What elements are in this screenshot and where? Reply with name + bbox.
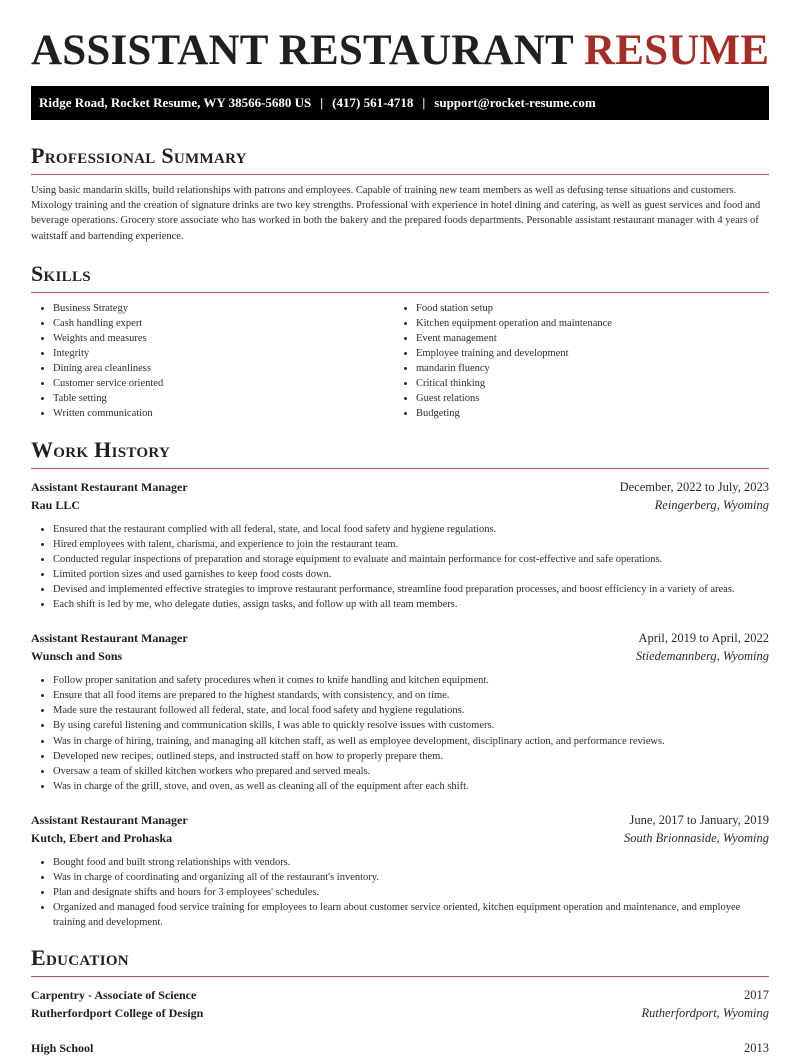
duty-item: • Made sure the restaurant followed all federal, state, and local food safety and hygiene regulations. [53, 703, 769, 718]
section-divider [31, 292, 769, 293]
skill-item: • Integrity [53, 346, 394, 361]
title-accent: RESUME [584, 27, 770, 74]
duty-item: • Conducted regular inspections of preparation and storage equipment to evaluate and maintain performance for cost-effective and safe operations. [53, 552, 769, 567]
duty-item: • Hired employees with talent, charisma, and experience to join the restaurant team. [53, 537, 769, 552]
section-divider [31, 976, 769, 977]
job-title: Assistant Restaurant Manager [31, 812, 188, 827]
job-employer: Wunsch and Sons [31, 649, 123, 664]
job-title: Assistant Restaurant Manager [31, 631, 188, 646]
skills-columns [31, 301, 769, 422]
education-degree: High School [31, 1041, 94, 1056]
job-header-row [31, 478, 769, 496]
duty-item: • Plan and designate shifts and hours for 3 employees' schedules. [53, 885, 769, 900]
skills-heading: Skills [31, 260, 91, 286]
summary-heading: Professional Summary [31, 143, 247, 168]
summary-section [31, 142, 769, 244]
job-location: Stiedemannberg, Wyoming [635, 649, 769, 664]
duty-item: • Was in charge of coordinating and organizing all of the restaurant's inventory. [53, 870, 769, 885]
job-location: Reingerberg, Wyoming [654, 497, 769, 512]
job-header-row [31, 811, 769, 829]
skill-item: • Employee training and development [416, 346, 757, 361]
skill-item: • Guest relations [416, 391, 757, 406]
job-entry [31, 811, 769, 930]
job-employer: Kutch, Ebert and Prohaska [31, 830, 173, 845]
job-header-row [31, 629, 769, 647]
job-duties [31, 855, 769, 930]
duty-item: • Was in charge of the grill, stove, and oven, as well as cleaning all of the equipment after each shift. [53, 779, 769, 794]
resume-title [31, 0, 769, 76]
education-heading: Education [31, 945, 129, 971]
skill-item: • Weights and measures [53, 331, 394, 346]
job-employer-row [31, 829, 769, 847]
skill-item: • Dining area cleanliness [53, 361, 394, 376]
duty-item: • Organized and managed food service training for employees to learn about customer service oriented, kitchen equipment operation and maintenance, and employee training and development. [53, 900, 769, 930]
skill-item: • Written communication [53, 406, 394, 421]
duty-item: • Follow proper sanitation and safety procedures when it comes to knife handling and kitchen equipment. [53, 673, 769, 688]
work-history-heading: Work History [31, 436, 171, 462]
job-employer-row [31, 647, 769, 665]
skill-item: • mandarin fluency [416, 361, 757, 376]
duty-item: • Bought food and built strong relationships with vendors. [53, 855, 769, 870]
contact-separator: | [422, 95, 426, 110]
job-employer: Rau LLC [31, 497, 81, 512]
skills-list-right [394, 301, 757, 422]
education-location: Rutherfordport, Wyoming [641, 1006, 769, 1021]
contact-address: Ridge Road, Rocket Resume, WY 38566-5680 US [39, 95, 312, 110]
skill-item: • Kitchen equipment operation and maintenance [416, 316, 757, 331]
contact-email[interactable]: support@rocket-resume.com [434, 95, 596, 110]
job-title: Assistant Restaurant Manager [31, 479, 188, 494]
job-dates: December, 2022 to July, 2023 [619, 479, 769, 494]
education-school: Rutherfordport College of Design [31, 1006, 204, 1021]
skill-item: • Critical thinking [416, 376, 757, 391]
education-year: 2017 [744, 988, 769, 1003]
skill-item: • Business Strategy [53, 301, 394, 316]
skills-section [31, 260, 769, 422]
job-dates: June, 2017 to January, 2019 [629, 812, 769, 827]
education-year: 2013 [744, 1041, 769, 1056]
education-entry [31, 986, 769, 1022]
duty-item: • By using careful listening and communication skills, I was able to quickly resolve issues with customers. [53, 718, 769, 733]
job-employer-row [31, 496, 769, 514]
skill-item: • Cash handling expert [53, 316, 394, 331]
skill-item: • Event management [416, 331, 757, 346]
skills-list-left [31, 301, 394, 422]
education-school-row [31, 1004, 769, 1022]
contact-separator: | [320, 95, 324, 110]
job-duties [31, 522, 769, 613]
skill-item: • Table setting [53, 391, 394, 406]
section-divider [31, 468, 769, 469]
job-duties [31, 673, 769, 794]
duty-item: • Limited portion sizes and used garnishes to keep food costs down. [53, 567, 769, 582]
skill-item: • Food station setup [416, 301, 757, 316]
duty-item: • Ensure that all food items are prepared to the highest standards, with consistency, and on time. [53, 688, 769, 703]
job-location: South Brionnaside, Wyoming [623, 830, 769, 845]
summary-text: Using basic mandarin skills, build relationships with patrons and employees. Capable of training new team members as well as defusing tense situations and customers. Mixology training and the creation of signature drinks are two key strengths. Professional with experience in hotel dining and catering, as well as guest services and food and beverage operations. Grocery store associate who has worked in both the bakery and the prepared foods departments. Personable assistant restaurant manager with 4 years of waitstaff and bartending experience. [31, 185, 761, 242]
work-history-section [31, 436, 769, 931]
title-main: ASSISTANT RESTAURANT [31, 27, 574, 74]
education-header-row [31, 986, 769, 1004]
job-entry [31, 478, 769, 613]
skill-item: • Budgeting [416, 406, 757, 421]
section-divider [31, 174, 769, 175]
education-degree: Carpentry - Associate of Science [31, 988, 197, 1003]
duty-item: • Ensured that the restaurant complied with all federal, state, and local food safety and hygiene regulations. [53, 522, 769, 537]
duty-item: • Was in charge of hiring, training, and managing all kitchen staff, as well as employee development, disciplinary action, and performance reviews. [53, 734, 769, 749]
job-dates: April, 2019 to April, 2022 [638, 631, 769, 646]
education-entry [31, 1039, 769, 1057]
duty-item: • Each shift is led by me, who delegate duties, assign tasks, and follow up with all team members. [53, 597, 769, 612]
contact-phone[interactable]: (417) 561-4718 [332, 95, 414, 110]
education-section [31, 944, 769, 1057]
education-header-row [31, 1039, 769, 1057]
resume-page [31, 0, 769, 1057]
job-entry [31, 629, 769, 794]
contact-bar [31, 86, 769, 120]
duty-item: • Devised and implemented effective strategies to improve restaurant performance, streamline food preparation processes, and boost efficiency in a variety of areas. [53, 582, 769, 597]
skill-item: • Customer service oriented [53, 376, 394, 391]
duty-item: • Oversaw a team of skilled kitchen workers who prepared and served meals. [53, 764, 769, 779]
duty-item: • Developed new recipes, outlined steps, and instructed staff on how to properly prepare them. [53, 749, 769, 764]
